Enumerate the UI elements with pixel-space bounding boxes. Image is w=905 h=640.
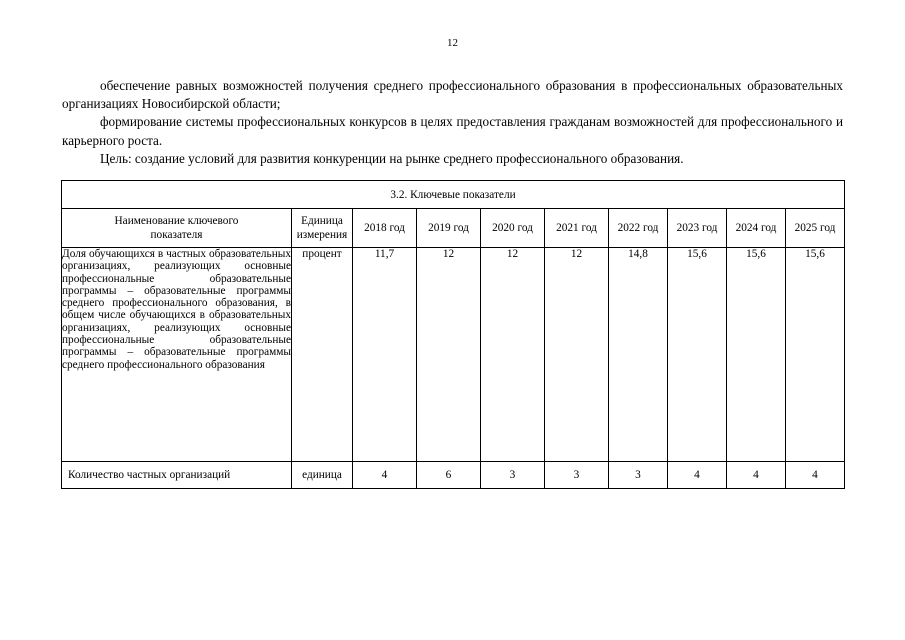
- header-year-2021: 2021 год: [545, 209, 609, 248]
- header-year-2024: 2024 год: [727, 209, 786, 248]
- key-indicators-table: [61, 180, 845, 489]
- table-row: [62, 248, 845, 462]
- value-cell-2019: 6: [417, 462, 481, 489]
- header-year-2023: 2023 год: [668, 209, 727, 248]
- body-text: [62, 77, 843, 168]
- value-cell-2022: 3: [609, 462, 668, 489]
- value-cell-2023: 4: [668, 462, 727, 489]
- value-cell-2025: 15,6: [786, 248, 845, 462]
- header-indicator-name: Наименование ключевого показателя: [62, 209, 292, 248]
- unit-cell: единица: [292, 462, 353, 489]
- value-cell-2024: 15,6: [727, 248, 786, 462]
- indicator-name-cell: Количество частных организаций: [62, 462, 292, 489]
- header-year-2019: 2019 год: [417, 209, 481, 248]
- header-unit: Единица измерения: [292, 209, 353, 248]
- table-caption: 3.2. Ключевые показатели: [62, 181, 845, 209]
- indicator-name-cell: Доля обучающихся в частных образовательных организациях, реализующих основные профессиональные образовательные программы – образовательные программы среднего профессионального образования, в общем числе обучающихся в образовательных организациях, реализующих основные профессиональные образовательные программы – образовательные программы среднего профессионального образования: [62, 248, 292, 462]
- header-year-2025: 2025 год: [786, 209, 845, 248]
- header-year-2020: 2020 год: [481, 209, 545, 248]
- value-cell-2019: 12: [417, 248, 481, 462]
- page-number: 12: [447, 37, 458, 49]
- value-cell-2024: 4: [727, 462, 786, 489]
- value-cell-2021: 3: [545, 462, 609, 489]
- value-cell-2025: 4: [786, 462, 845, 489]
- paragraph-equal-opportunities: обеспечение равных возможностей получения среднего профессионального образования в профессиональных образовательных организациях Новосибирской области;: [62, 78, 843, 112]
- paragraph-goal: Цель: создание условий для развития конкуренции на рынке среднего профессионального образования.: [100, 150, 684, 166]
- value-cell-2023: 15,6: [668, 248, 727, 462]
- value-cell-2020: 3: [481, 462, 545, 489]
- table-row: [62, 462, 845, 489]
- paragraph-professional-contests: формирование системы профессиональных конкурсов в целях предоставления гражданам возможностей для профессионального и карьерного роста.: [62, 114, 843, 148]
- value-cell-2022: 14,8: [609, 248, 668, 462]
- value-cell-2018: 4: [353, 462, 417, 489]
- table-header-row: [62, 209, 845, 248]
- value-cell-2020: 12: [481, 248, 545, 462]
- header-year-2022: 2022 год: [609, 209, 668, 248]
- value-cell-2018: 11,7: [353, 248, 417, 462]
- value-cell-2021: 12: [545, 248, 609, 462]
- unit-cell: процент: [292, 248, 353, 462]
- header-year-2018: 2018 год: [353, 209, 417, 248]
